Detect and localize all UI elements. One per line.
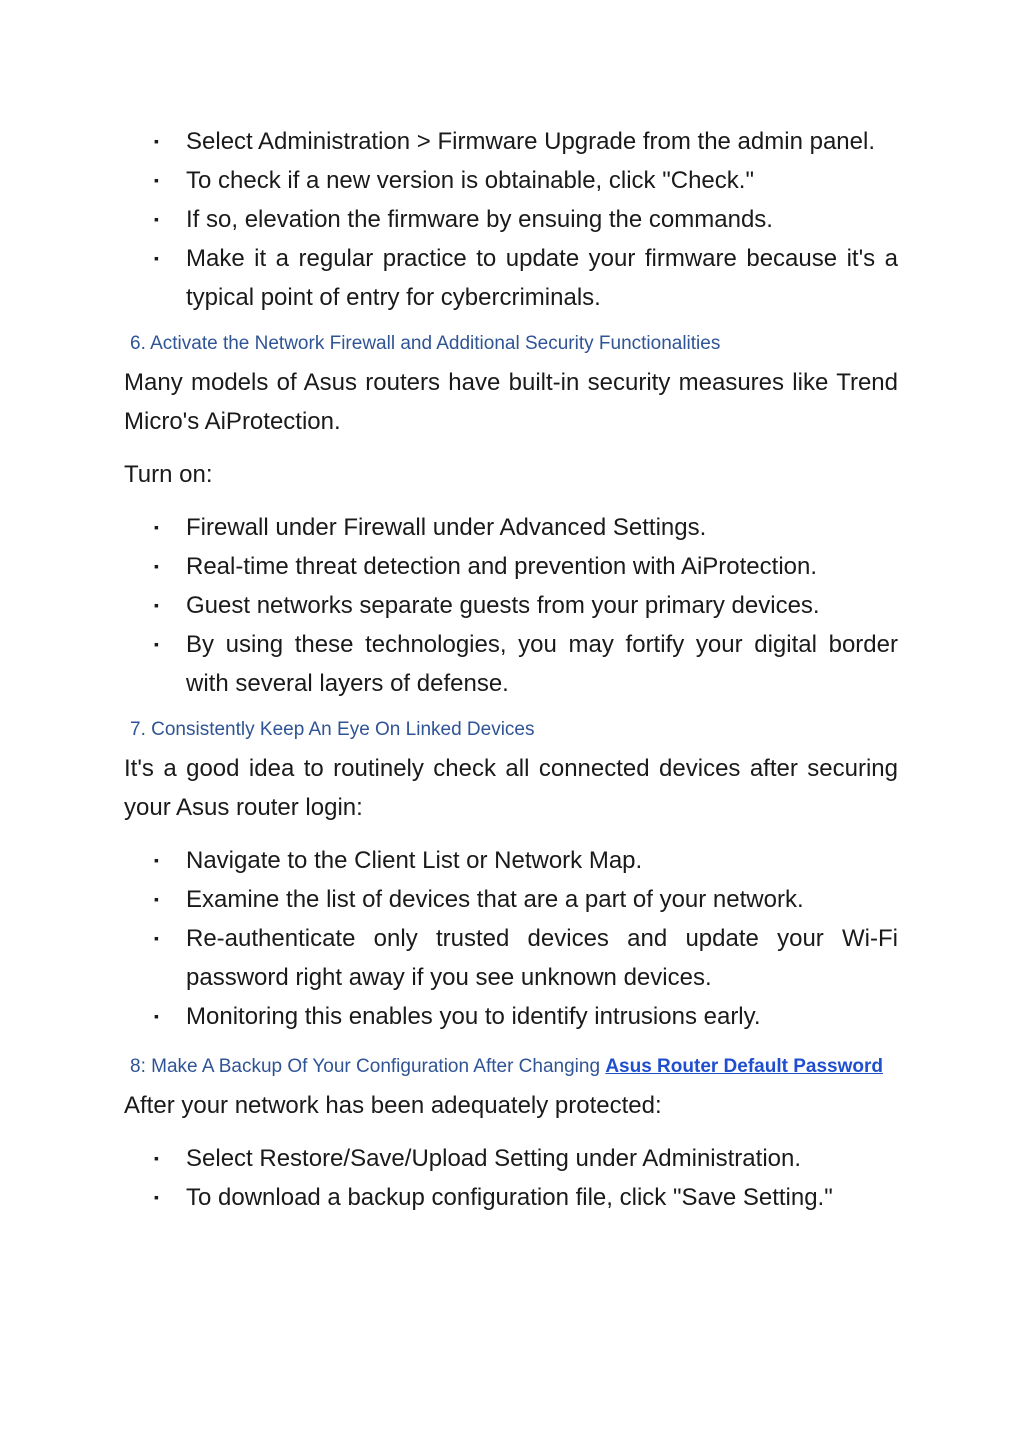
list-item: ▪ Real-time threat detection and prevention with AiProtection.	[124, 547, 898, 586]
list-item: ▪ Re-authenticate only trusted devices and update your Wi-Fi password right away if you see unknown devices.	[124, 919, 898, 997]
section-6-intro: Many models of Asus routers have built-in security measures like Trend Micro's AiProtection.	[124, 369, 898, 435]
section-8-intro: After your network has been adequately protected:	[124, 1092, 662, 1119]
section-7-heading: 7. Consistently Keep An Eye On Linked Devices	[130, 719, 535, 740]
bullet-marker: ▪	[154, 597, 159, 613]
list-item: ▪ Make it a regular practice to update your firmware because it's a typical point of entry for cybercriminals.	[124, 239, 898, 317]
list-item: ▪ To check if a new version is obtainable, click "Check."	[124, 161, 898, 200]
bullet-marker: ▪	[154, 211, 159, 227]
firmware-steps-list	[124, 122, 898, 317]
security-features-list	[124, 508, 898, 703]
bullet-marker: ▪	[154, 519, 159, 535]
list-item: ▪ Guest networks separate guests from your primary devices.	[124, 586, 898, 625]
bullet-marker: ▪	[154, 636, 159, 652]
bullet-marker: ▪	[154, 133, 159, 149]
section-6-heading: 6. Activate the Network Firewall and Additional Security Functionalities	[130, 333, 721, 354]
list-item: ▪ To download a backup configuration file, click "Save Setting."	[124, 1178, 898, 1217]
list-item: ▪ Select Administration > Firmware Upgrade from the admin panel.	[124, 122, 898, 161]
bullet-marker: ▪	[154, 250, 159, 266]
list-item: ▪ By using these technologies, you may fortify your digital border with several layers of defense.	[124, 625, 898, 703]
list-item: ▪ If so, elevation the firmware by ensuing the commands.	[124, 200, 898, 239]
bullet-marker: ▪	[154, 930, 159, 946]
bullet-marker: ▪	[154, 1008, 159, 1024]
turn-on-label: Turn on:	[124, 461, 213, 488]
list-item: ▪ Select Restore/Save/Upload Setting under Administration.	[124, 1139, 898, 1178]
device-monitoring-list	[124, 841, 898, 1036]
list-item: ▪ Monitoring this enables you to identify intrusions early.	[124, 997, 898, 1036]
bullet-marker: ▪	[154, 891, 159, 907]
section-7-intro: It's a good idea to routinely check all connected devices after securing your Asus router login:	[124, 755, 898, 821]
section-8-heading: 8: Make A Backup Of Your Configuration After Changing Asus Router Default Password	[130, 1056, 883, 1077]
bullet-marker: ▪	[154, 172, 159, 188]
list-item: ▪ Navigate to the Client List or Network Map.	[124, 841, 898, 880]
bullet-marker: ▪	[154, 852, 159, 868]
bullet-marker: ▪	[154, 1189, 159, 1205]
default-password-link[interactable]: Asus Router Default Password	[605, 1056, 883, 1077]
backup-steps-list	[124, 1139, 898, 1217]
list-item: ▪ Examine the list of devices that are a part of your network.	[124, 880, 898, 919]
list-item: ▪ Firewall under Firewall under Advanced Settings.	[124, 508, 898, 547]
document-page	[124, 120, 898, 1217]
bullet-marker: ▪	[154, 1150, 159, 1166]
bullet-marker: ▪	[154, 558, 159, 574]
